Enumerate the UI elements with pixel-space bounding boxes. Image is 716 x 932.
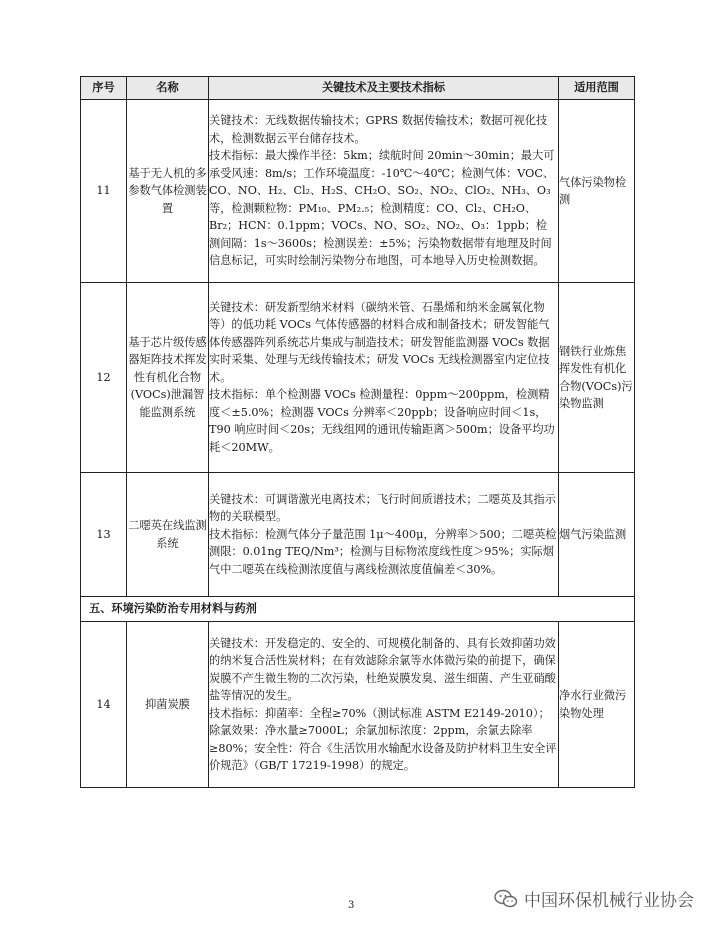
item-name: 基于无人机的多参数气体检测装置 (127, 100, 209, 283)
key-technology: 关键技术：可调谐激光电离技术；飞行时间质谱技术；二噁英及其指示物的关联模型。 (209, 492, 556, 524)
section-title: 五、环境污染防治专用材料与药剂 (81, 597, 635, 622)
technical-indicators: 技术指标：检测气体分子量范围 1μ～400μ，分辨率＞500；二噁英检测限：0.01ng TEQ/Nm³；检测与目标物浓度线性度＞95%；实际烟气中二噁英在线检测浓度值与离线检测浓度值偏差＜30%。 (209, 527, 557, 576)
watermark (494, 886, 694, 911)
item-name: 二噁英在线监测系统 (127, 473, 209, 597)
application-scope: 烟气污染监测 (559, 473, 635, 597)
header-name: 名称 (127, 77, 209, 100)
tech-detail (209, 100, 559, 283)
item-name: 抑菌炭膜 (127, 622, 209, 788)
table-row (81, 100, 635, 283)
wechat-icon (494, 889, 518, 909)
technical-indicators: 技术指标：抑菌率：全程≥70%（测试标准 ASTM E2149-2010）；除氯效果：净水量≥7000L；余氯加标浓度：2ppm，余氯去除率≥80%；安全性：符合《生活饮用水输配水设备及防护材料卫生安全评价规范》（GB/T 17219-1998）的规定。 (209, 706, 557, 772)
row-number: 12 (81, 283, 127, 473)
page-number: 3 (348, 900, 355, 911)
application-scope: 气体污染物检测 (559, 100, 635, 283)
application-scope: 净水行业微污染物处理 (559, 622, 635, 788)
key-technology: 关键技术：无线数据传输技术；GPRS 数据传输技术；数据可视化技术，检测数据云平台储存技术。 (209, 114, 548, 145)
tech-table (80, 76, 635, 788)
section-row (81, 597, 635, 622)
tech-detail (209, 622, 559, 788)
item-name: 基于芯片级传感器矩阵技术挥发性有机化合物(VOCs)泄漏智能监测系统 (127, 283, 209, 473)
row-number: 14 (81, 622, 127, 788)
header-tech: 关键技术及主要技术指标 (209, 77, 559, 100)
technical-indicators: 技术指标：单个检测器 VOCs 检测量程：0ppm～200ppm，检测精度＜±5.0%；检测器 VOCs 分辨率＜20ppb；设备响应时间＜1s，T90 响应时间＜20s；无线组网的通讯传输距离＞500m；设备平均功耗＜20MW。 (209, 388, 555, 454)
key-technology: 关键技术：开发稳定的、安全的、可规模化制备的、具有长效抑菌功效的纳米复合活性炭材料；在有效滤除余氯等水体微污染的前提下，确保炭膜不产生微生物的二次污染，杜绝炭膜发臭、滋生细菌、产生亚硝酸盐等情况的发生。 (209, 636, 556, 702)
tech-detail (209, 283, 559, 473)
tech-detail (209, 473, 559, 597)
header-scope: 适用范围 (559, 77, 635, 100)
technical-indicators: 技术指标：最大操作半径：5km；续航时间 20min～30min；最大可承受风速：8m/s；工作环境温度：-10℃～40℃；检测气体：VOC、CO、NO、H₂、Cl₂、H₂S、CH₂O、SO₂、NO₂、ClO₂、NH₃、O₃等，检测颗粒物：PM₁₀、PM₂.₅；检测精度：CO、Cl₂、CH₂O、Br₂；HCN：0.1ppm；VOCs、NO、SO₂、NO₂、O₃：1ppb；检测间隔：1s～3600s；检测误差：±5%；污染物数据带有地理及时间信息标记，可实时绘制污染物分布地图，可本地导入历史检测数据。 (209, 149, 555, 268)
watermark-text: 中国环保机械行业协会 (524, 891, 694, 911)
header-no: 序号 (81, 77, 127, 100)
table-row (81, 622, 635, 788)
application-scope: 钢铁行业炼焦挥发性有机化合物(VOCs)污染物监测 (559, 283, 635, 473)
table-row (81, 283, 635, 473)
row-number: 13 (81, 473, 127, 597)
table-header-row (81, 77, 635, 100)
key-technology: 关键技术：研发新型纳米材料（碳纳米管、石墨烯和纳米金属氧化物等）的低功耗 VOCs 气体传感器的材料合成和制备技术；研发智能气体传感器阵列系统芯片集成与制造技术；研发智能监测器 VOCs 数据实时采集、处理与无线传输技术；研发 VOCs 无线检测器室内定位技术。 (209, 300, 550, 384)
row-number: 11 (81, 100, 127, 283)
table-row (81, 473, 635, 597)
